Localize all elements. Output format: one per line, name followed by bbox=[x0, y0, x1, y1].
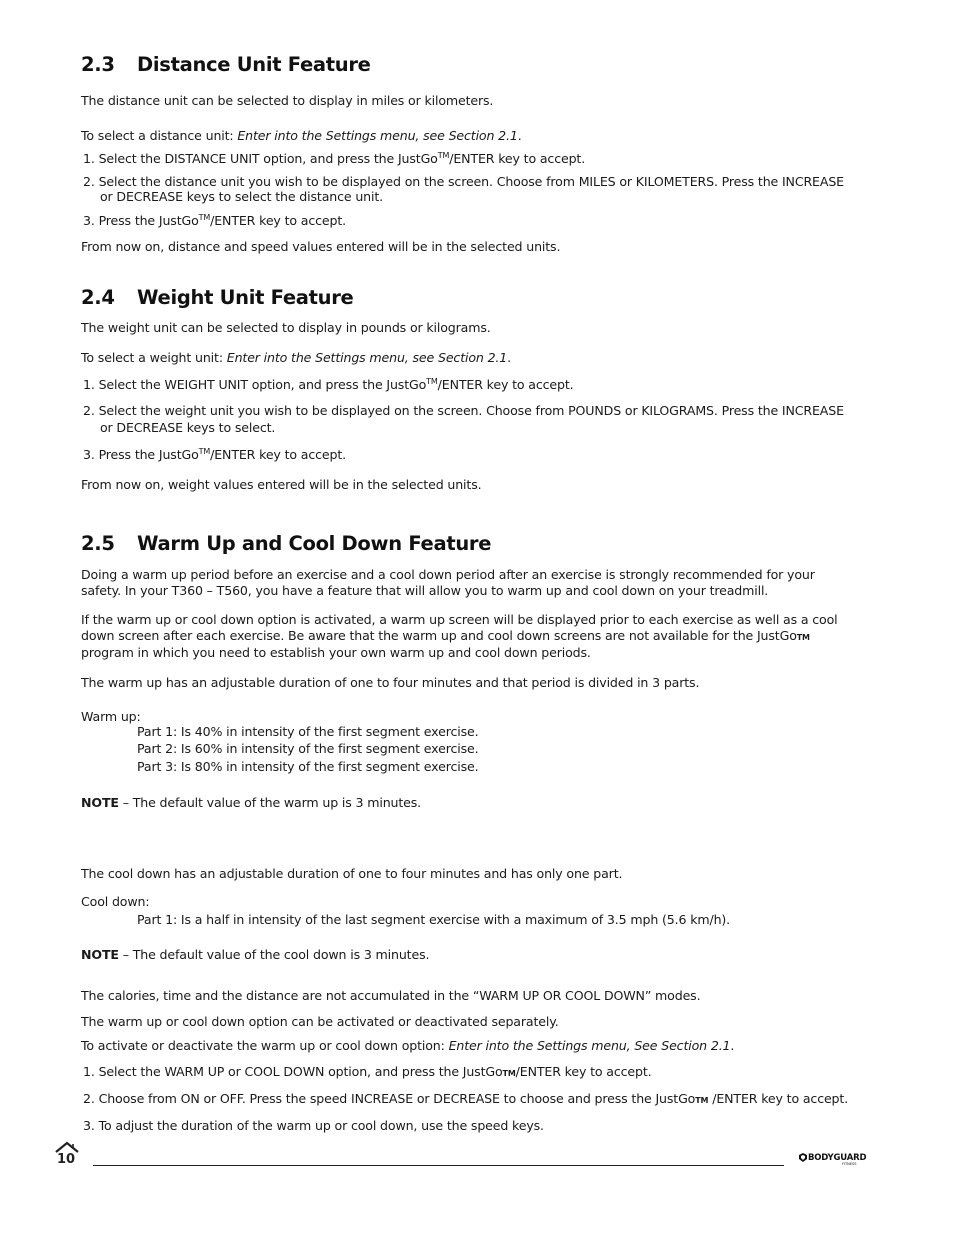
note: NOTE – The default value of the cool down is 3 minutes. bbox=[81, 947, 430, 962]
paragraph: To activate or deactivate the warm up or cool down option: Enter into the Settings menu, See Section 2.1. bbox=[81, 1038, 735, 1053]
list-item: 2. Select the weight unit you wish to be displayed on the screen. Choose from POUNDS or KILOGRAMS. Press the INCREASE bbox=[83, 403, 844, 418]
paragraph-line: program in which you need to establish your own warm up and cool down periods. bbox=[81, 645, 591, 660]
brand-name: BODYGUARD bbox=[808, 1153, 867, 1163]
list-item: 2. Choose from ON or OFF. Press the speed INCREASE or DECREASE to choose and press the JustGoTM /ENTER key to accept. bbox=[83, 1091, 849, 1106]
list-item: 1. Select the WARM UP or COOL DOWN option, and press the JustGoTM/ENTER key to accept. bbox=[83, 1064, 652, 1079]
section-title: Warm Up and Cool Down Feature bbox=[137, 532, 492, 555]
paragraph: The warm up or cool down option can be activated or deactivated separately. bbox=[81, 1014, 559, 1029]
paragraph: The weight unit can be selected to display in pounds or kilograms. bbox=[81, 320, 491, 335]
paragraph: The calories, time and the distance are not accumulated in the “WARM UP OR COOL DOWN” modes. bbox=[81, 988, 701, 1003]
paragraph: To select a weight unit: Enter into the Settings menu, see Section 2.1. bbox=[81, 350, 512, 365]
footer-divider bbox=[93, 1165, 784, 1166]
warmup-part: Part 2: Is 60% in intensity of the first segment exercise. bbox=[137, 741, 479, 756]
cooldown-label: Cool down: bbox=[81, 894, 150, 909]
list-item: 3. Press the JustGo™/ENTER key to accept. bbox=[83, 446, 346, 462]
paragraph-line: If the warm up or cool down option is activated, a warm up screen will be displayed prior to each exercise as well as a cool bbox=[81, 612, 838, 627]
section-title: Weight Unit Feature bbox=[137, 286, 354, 309]
paragraph: From now on, weight values entered will be in the selected units. bbox=[81, 477, 482, 492]
list-item: 3. Press the JustGo™/ENTER key to accept. bbox=[83, 212, 346, 228]
section-heading-2-3 bbox=[81, 53, 371, 77]
paragraph-line: safety. In your T360 – T560, you have a feature that will allow you to warm up and cool down on your treadmill. bbox=[81, 583, 769, 598]
list-item-continuation: or DECREASE keys to select the distance unit. bbox=[100, 189, 383, 204]
list-item: 1. Select the DISTANCE UNIT option, and press the JustGo™/ENTER key to accept. bbox=[83, 150, 586, 166]
paragraph: The cool down has an adjustable duration of one to four minutes and has only one part. bbox=[81, 866, 623, 881]
section-title: Distance Unit Feature bbox=[137, 53, 371, 76]
section-number: 2.4 bbox=[81, 286, 115, 309]
cooldown-part: Part 1: Is a half in intensity of the last segment exercise with a maximum of 3.5 mph (5.6 km/h). bbox=[137, 912, 731, 927]
note: NOTE – The default value of the warm up is 3 minutes. bbox=[81, 795, 422, 810]
warmup-part: Part 3: Is 80% in intensity of the first segment exercise. bbox=[137, 759, 479, 774]
warmup-part: Part 1: Is 40% in intensity of the first segment exercise. bbox=[137, 724, 479, 739]
section-number: 2.5 bbox=[81, 532, 115, 555]
paragraph-line: Doing a warm up period before an exercise and a cool down period after an exercise is strongly recommended for your bbox=[81, 567, 815, 582]
section-number: 2.3 bbox=[81, 53, 115, 76]
list-item-continuation: or DECREASE keys to select. bbox=[100, 420, 276, 435]
paragraph: From now on, distance and speed values entered will be in the selected units. bbox=[81, 239, 561, 254]
list-item: 3. To adjust the duration of the warm up or cool down, use the speed keys. bbox=[83, 1118, 544, 1133]
list-item: 2. Select the distance unit you wish to be displayed on the screen. Choose from MILES or KILOMETERS. Press the INCREASE bbox=[83, 174, 844, 189]
paragraph: The warm up has an adjustable duration of one to four minutes and that period is divided in 3 parts. bbox=[81, 675, 700, 690]
warmup-label: Warm up: bbox=[81, 709, 141, 724]
paragraph: The distance unit can be selected to display in miles or kilometers. bbox=[81, 93, 494, 108]
bodyguard-logo bbox=[798, 1150, 868, 1166]
paragraph: To select a distance unit: Enter into the Settings menu, see Section 2.1. bbox=[81, 128, 522, 143]
brand-subtitle: FITNESS bbox=[842, 1162, 857, 1166]
page-number: 10 bbox=[57, 1152, 76, 1167]
section-heading-2-5 bbox=[81, 532, 491, 556]
section-heading-2-4 bbox=[81, 286, 353, 310]
list-item: 1. Select the WEIGHT UNIT option, and press the JustGo™/ENTER key to accept. bbox=[83, 376, 574, 392]
paragraph-line: down screen after each exercise. Be aware that the warm up and cool down screens are not available for the JustGoTM bbox=[81, 628, 810, 643]
